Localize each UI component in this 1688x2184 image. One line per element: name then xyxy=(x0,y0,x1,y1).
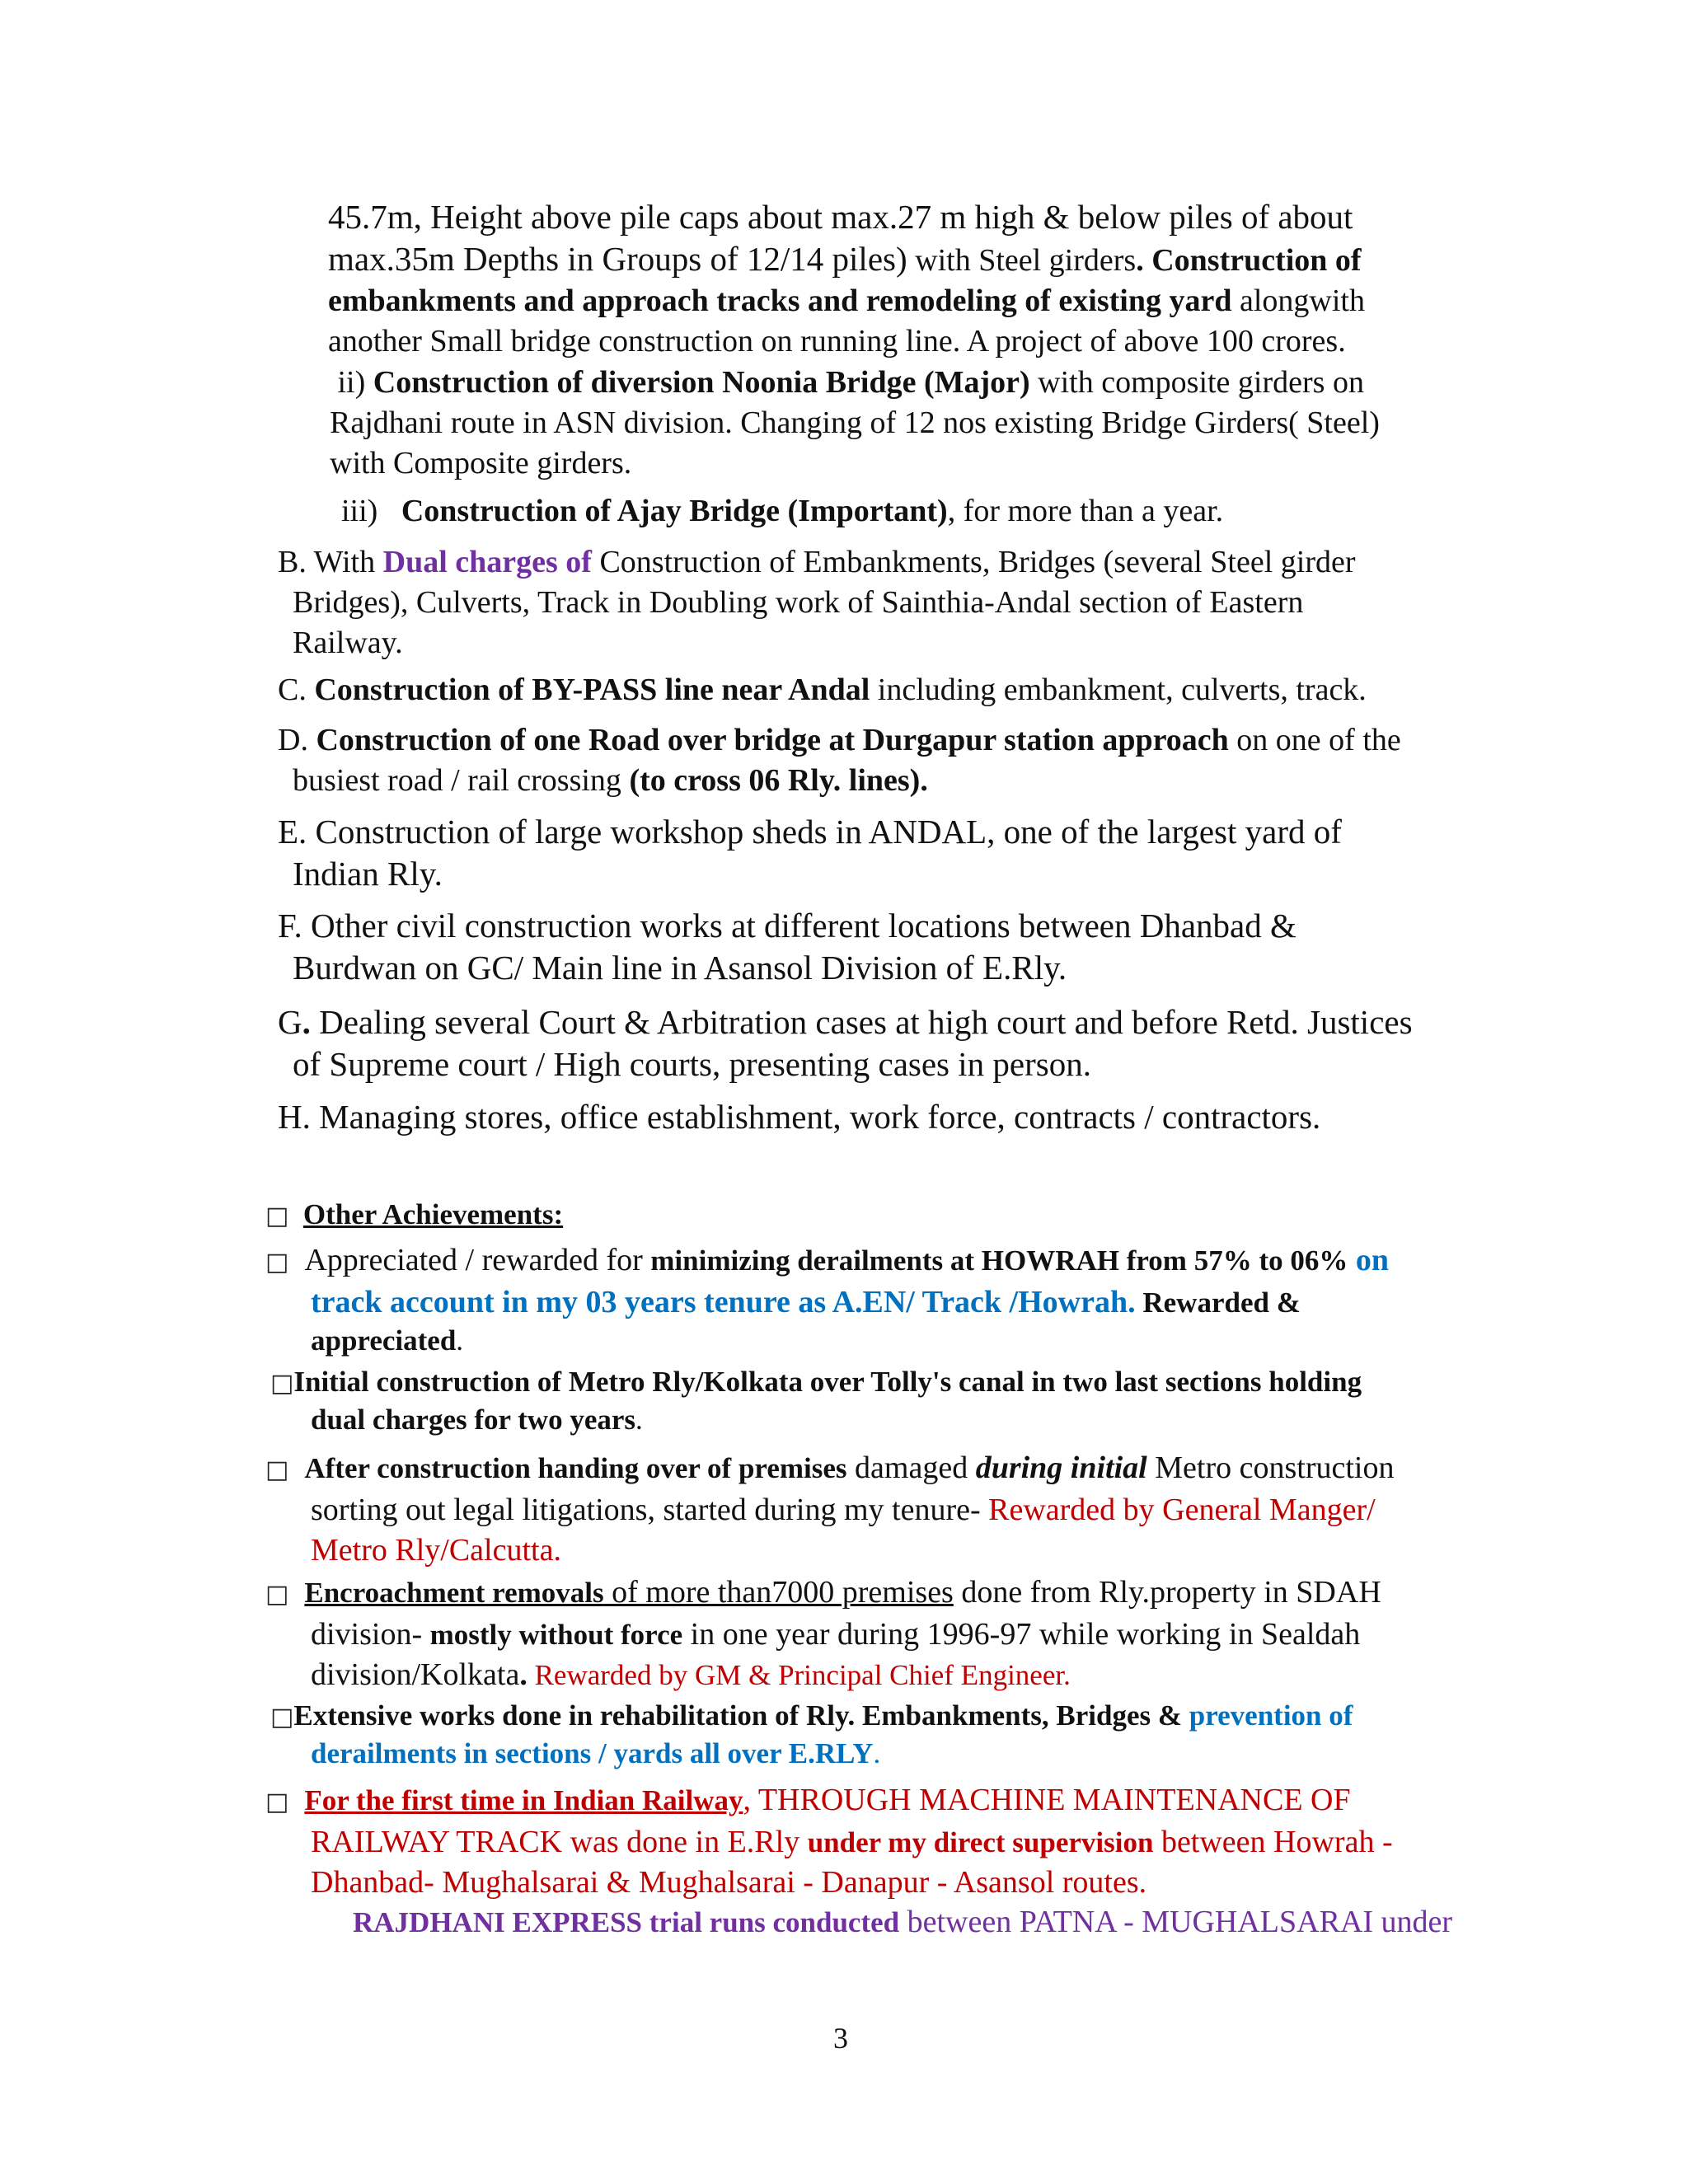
checkbox-bullet-icon: □ xyxy=(265,1202,289,1230)
line: track account in my 03 years tenure as A.EN/ Track /Howrah. Rewarded & xyxy=(311,1285,1301,1319)
achievement-metro-construction xyxy=(270,1364,1457,1438)
line: Metro Rly/Calcutta. xyxy=(311,1533,561,1568)
item-e xyxy=(278,811,1498,895)
line: □Initial construction of Metro Rly/Kolkata over Tolly's canal in two last sections holding xyxy=(270,1366,1362,1398)
line: Rajdhani route in ASN division. Changing of 12 nos existing Bridge Girders( Steel) xyxy=(330,405,1380,440)
line: D. Construction of one Road over bridge at Durgapur station approach on one of the xyxy=(278,723,1401,757)
line: RAILWAY TRACK was done in E.Rly under my direct supervision between Howrah - xyxy=(311,1825,1393,1859)
rajdhani-trial-runs: RAJDHANI EXPRESS trial runs conducted between PATNA - MUGHALSARAI under xyxy=(353,1905,1453,1939)
line: division/Kolkata. Rewarded by GM & Principal Chief Engineer. xyxy=(311,1657,1071,1692)
item-d xyxy=(278,720,1498,801)
achievement-machine-maintenance xyxy=(265,1780,1452,1903)
achievement-rehabilitation xyxy=(270,1698,1457,1772)
line: ii) Construction of diversion Noonia Bridge (Major) with composite girders on xyxy=(337,365,1364,400)
line: Indian Rly. xyxy=(293,855,443,893)
line: □ After construction handing over of premises damaged during initial Metro construction xyxy=(265,1451,1395,1485)
line: appreciated. xyxy=(311,1324,464,1357)
line: F. Other civil construction works at different locations between Dhanbad & xyxy=(278,907,1296,944)
line: Bridges), Culverts, Track in Doubling work of Sainthia-Andal section of Eastern xyxy=(293,585,1304,620)
line: embankments and approach tracks and remodeling of existing yard alongwith xyxy=(328,284,1365,318)
line: sorting out legal litigations, started during my tenure- Rewarded by General Manger/ xyxy=(311,1493,1376,1527)
line: another Small bridge construction on running line. A project of above 100 crores. xyxy=(328,324,1346,359)
line: division- mostly without force in one year during 1996-97 while working in Sealdah xyxy=(311,1617,1361,1652)
line: □Extensive works done in rehabilitation of Rly. Embankments, Bridges & prevention of xyxy=(270,1699,1353,1732)
checkbox-bullet-icon: □ xyxy=(265,1580,289,1609)
item-ii xyxy=(330,363,1467,484)
line: □ For the first time in Indian Railway, THROUGH MACHINE MAINTENANCE OF xyxy=(265,1783,1351,1817)
line: □ Encroachment removals of more than7000 premises done from Rly.property in SDAH xyxy=(265,1575,1381,1610)
achievement-encroachment xyxy=(265,1572,1452,1695)
line: E. Construction of large workshop sheds in ANDAL, one of the largest yard of xyxy=(278,813,1342,851)
item-f xyxy=(278,905,1498,989)
other-achievements-heading: □ Other Achievements: xyxy=(265,1198,564,1230)
checkbox-bullet-icon: □ xyxy=(265,1788,289,1816)
item-b xyxy=(278,542,1448,663)
line: with Composite girders. xyxy=(330,446,632,480)
page-number: 3 xyxy=(833,2022,848,2055)
line: derailments in sections / yards all over E.RLY. xyxy=(311,1737,881,1769)
checkbox-bullet-icon: □ xyxy=(265,1455,289,1484)
line: □ Appreciated / rewarded for minimizing derailments at HOWRAH from 57% to 06% on xyxy=(265,1243,1389,1277)
checkbox-bullet-icon: □ xyxy=(265,1248,289,1277)
line: Burdwan on GC/ Main line in Asansol Division of E.Rly. xyxy=(293,949,1067,987)
checkbox-bullet-icon: □ xyxy=(270,1369,294,1398)
line: Dhanbad- Mughalsarai & Mughalsarai - Danapur - Asansol routes. xyxy=(311,1865,1147,1900)
achievement-premises-handover xyxy=(265,1448,1452,1571)
line: busiest road / rail crossing (to cross 06 Rly. lines). xyxy=(293,763,928,798)
line: 45.7m, Height above pile caps about max.27 m high & below piles of about xyxy=(328,198,1353,236)
item-h: H. Managing stores, office establishment, work force, contracts / contractors. xyxy=(278,1098,1321,1136)
line: G. Dealing several Court & Arbitration cases at high court and before Retd. Justices xyxy=(278,1003,1413,1041)
checkbox-bullet-icon: □ xyxy=(270,1703,294,1732)
item-g xyxy=(278,1001,1564,1085)
line: of Supreme court / High courts, presenting cases in person. xyxy=(293,1045,1091,1083)
achievement-howrah xyxy=(265,1240,1452,1359)
item-iii: iii) Construction of Ajay Bridge (Important), for more than a year. xyxy=(341,494,1224,528)
line: B. With Dual charges of Construction of Embankments, Bridges (several Steel girder xyxy=(278,545,1356,579)
line: max.35m Depths in Groups of 12/14 piles) with Steel girders. Construction of xyxy=(328,240,1362,278)
project-description-para xyxy=(328,196,1465,362)
item-c: C. Construction of BY-PASS line near Andal including embankment, culverts, track. xyxy=(278,673,1367,707)
line: dual charges for two years. xyxy=(311,1404,643,1436)
line: Railway. xyxy=(293,626,403,660)
